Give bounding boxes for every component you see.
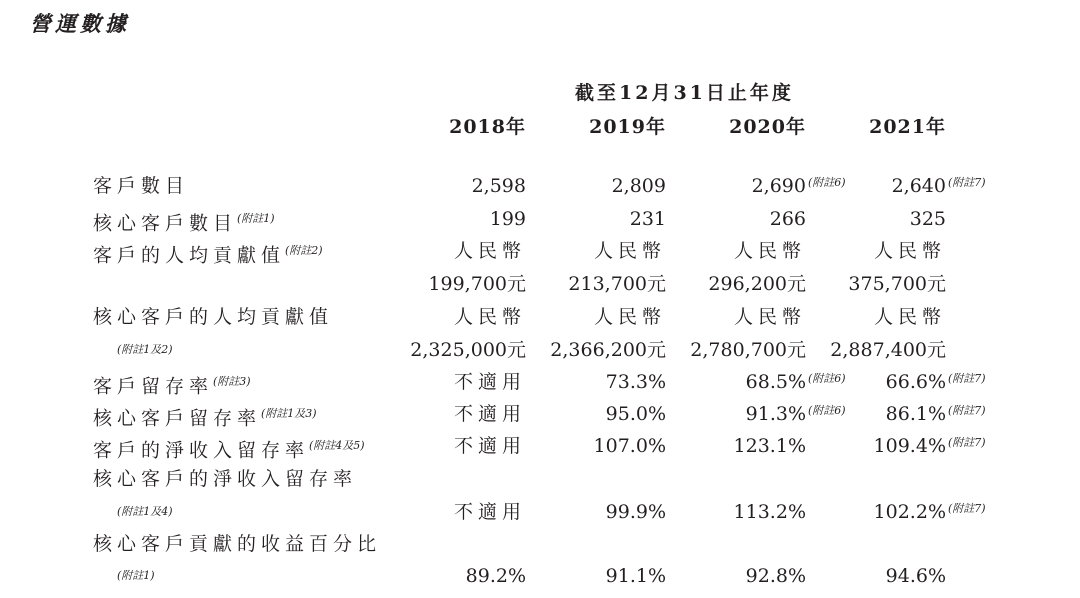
cell-note: (附註7) [948,436,986,449]
cell-note: (附註6) [808,372,846,385]
table-cell: 199 [489,208,526,230]
table-row [0,366,1080,398]
table-cell: 2,598 [471,175,526,197]
row-label: 客戶的人均貢獻值$^{(附註2)}$ [93,244,323,267]
table-cell: 2,366,200元 [550,339,666,361]
year-header-2018: 2018年 [449,116,526,138]
table-cell: 68.5% (附註6) [666,366,806,398]
cell-note: (附註6) [808,176,846,189]
table-cell: 2,640 (附註7) [806,170,946,202]
table-cell: 89.2% [465,565,526,587]
row-label: 核心客戶的淨收入留存率 [93,468,358,490]
table-cell: 2,690 (附註6) [666,170,806,202]
table-cell: 213,700元 [568,273,666,295]
table-cell: 人民幣 [593,306,666,328]
table-cell: 86.1% (附註7) [806,398,946,430]
table-cell: 人民幣 [733,240,806,262]
table-row [0,398,1080,430]
table-cell: 73.3% [605,371,666,393]
table-row [0,560,1080,592]
table-cell: 95.0% [605,403,666,425]
table-cell: 109.4% (附註7) [806,430,946,462]
period-header: 截至12月31日止年度 [575,82,794,104]
table-row [0,301,1080,333]
cell-note: (附註7) [948,502,986,515]
table-cell: 266 [769,208,806,230]
table-cell: 199,700元 [428,273,526,295]
year-header-2019: 2019年 [589,116,666,138]
row-label: 客戶的淨收入留存率$^{(附註4及5)}$ [93,439,365,462]
page-title: 營運數據 [30,11,130,36]
table-cell: 91.1% [605,565,666,587]
table-cell: 2,887,400元 [830,339,946,361]
table-cell: 不適用 [453,403,526,425]
cell-note: (附註7) [948,176,986,189]
table-row [0,334,1080,366]
row-sublabel: (附註1及2) [117,343,173,356]
table-cell: 99.9% [605,501,666,523]
table-row [0,235,1080,267]
table-cell: 不適用 [453,435,526,457]
row-label: 客戶數目 [93,175,190,197]
row-note: (附註2) [285,244,323,257]
table-cell: 人民幣 [733,306,806,328]
cell-note: (附註7) [948,404,986,417]
table-cell: 94.6% [885,565,946,587]
table-cell: 人民幣 [873,240,946,262]
table-row [0,496,1080,528]
table-cell: 325 [909,208,946,230]
cell-note: (附註7) [948,372,986,385]
cell-note: (附註6) [808,404,846,417]
row-note: (附註4及5) [309,439,365,452]
row-label: 核心客戶的人均貢獻值 [93,306,334,328]
table-cell: 296,200元 [708,273,806,295]
row-label: 核心客戶貢獻的收益百分比 [93,533,382,555]
table-cell: 人民幣 [453,306,526,328]
table-cell: 2,325,000元 [410,339,526,361]
row-sublabel: (附註1) [117,569,155,582]
table-cell: 231 [629,208,666,230]
table-cell: 102.2% (附註7) [806,496,946,528]
table-row [0,463,1080,495]
table-cell: 人民幣 [453,240,526,262]
table-row [0,203,1080,235]
table-cell: 375,700元 [848,273,946,295]
row-label: 核心客戶留存率$^{(附註1及3)}$ [93,407,317,430]
table-cell: 不適用 [453,501,526,523]
year-header-2020: 2020年 [729,116,806,138]
table-cell: 人民幣 [873,306,946,328]
table-row [0,430,1080,462]
table-cell: 人民幣 [593,240,666,262]
table-cell: 2,809 [611,175,666,197]
table-row [0,170,1080,202]
row-label: 核心客戶數目$^{(附註1)}$ [93,212,275,235]
year-header-2021: 2021年 [869,116,946,138]
table-cell: 不適用 [453,371,526,393]
table-cell: 113.2% [733,501,806,523]
table-row [0,268,1080,300]
row-label: 客戶留存率$^{(附註3)}$ [93,375,251,398]
table-cell: 66.6% (附註7) [806,366,946,398]
table-cell: 123.1% [733,435,806,457]
row-note: (附註1及3) [261,407,317,420]
row-note: (附註3) [213,375,251,388]
table-cell: 92.8% [745,565,806,587]
table-row [0,528,1080,560]
table-cell: 91.3% (附註6) [666,398,806,430]
row-note: (附註1) [237,212,275,225]
table-cell: 107.0% [593,435,666,457]
table-cell: 2,780,700元 [690,339,806,361]
row-sublabel: (附註1及4) [117,505,173,518]
